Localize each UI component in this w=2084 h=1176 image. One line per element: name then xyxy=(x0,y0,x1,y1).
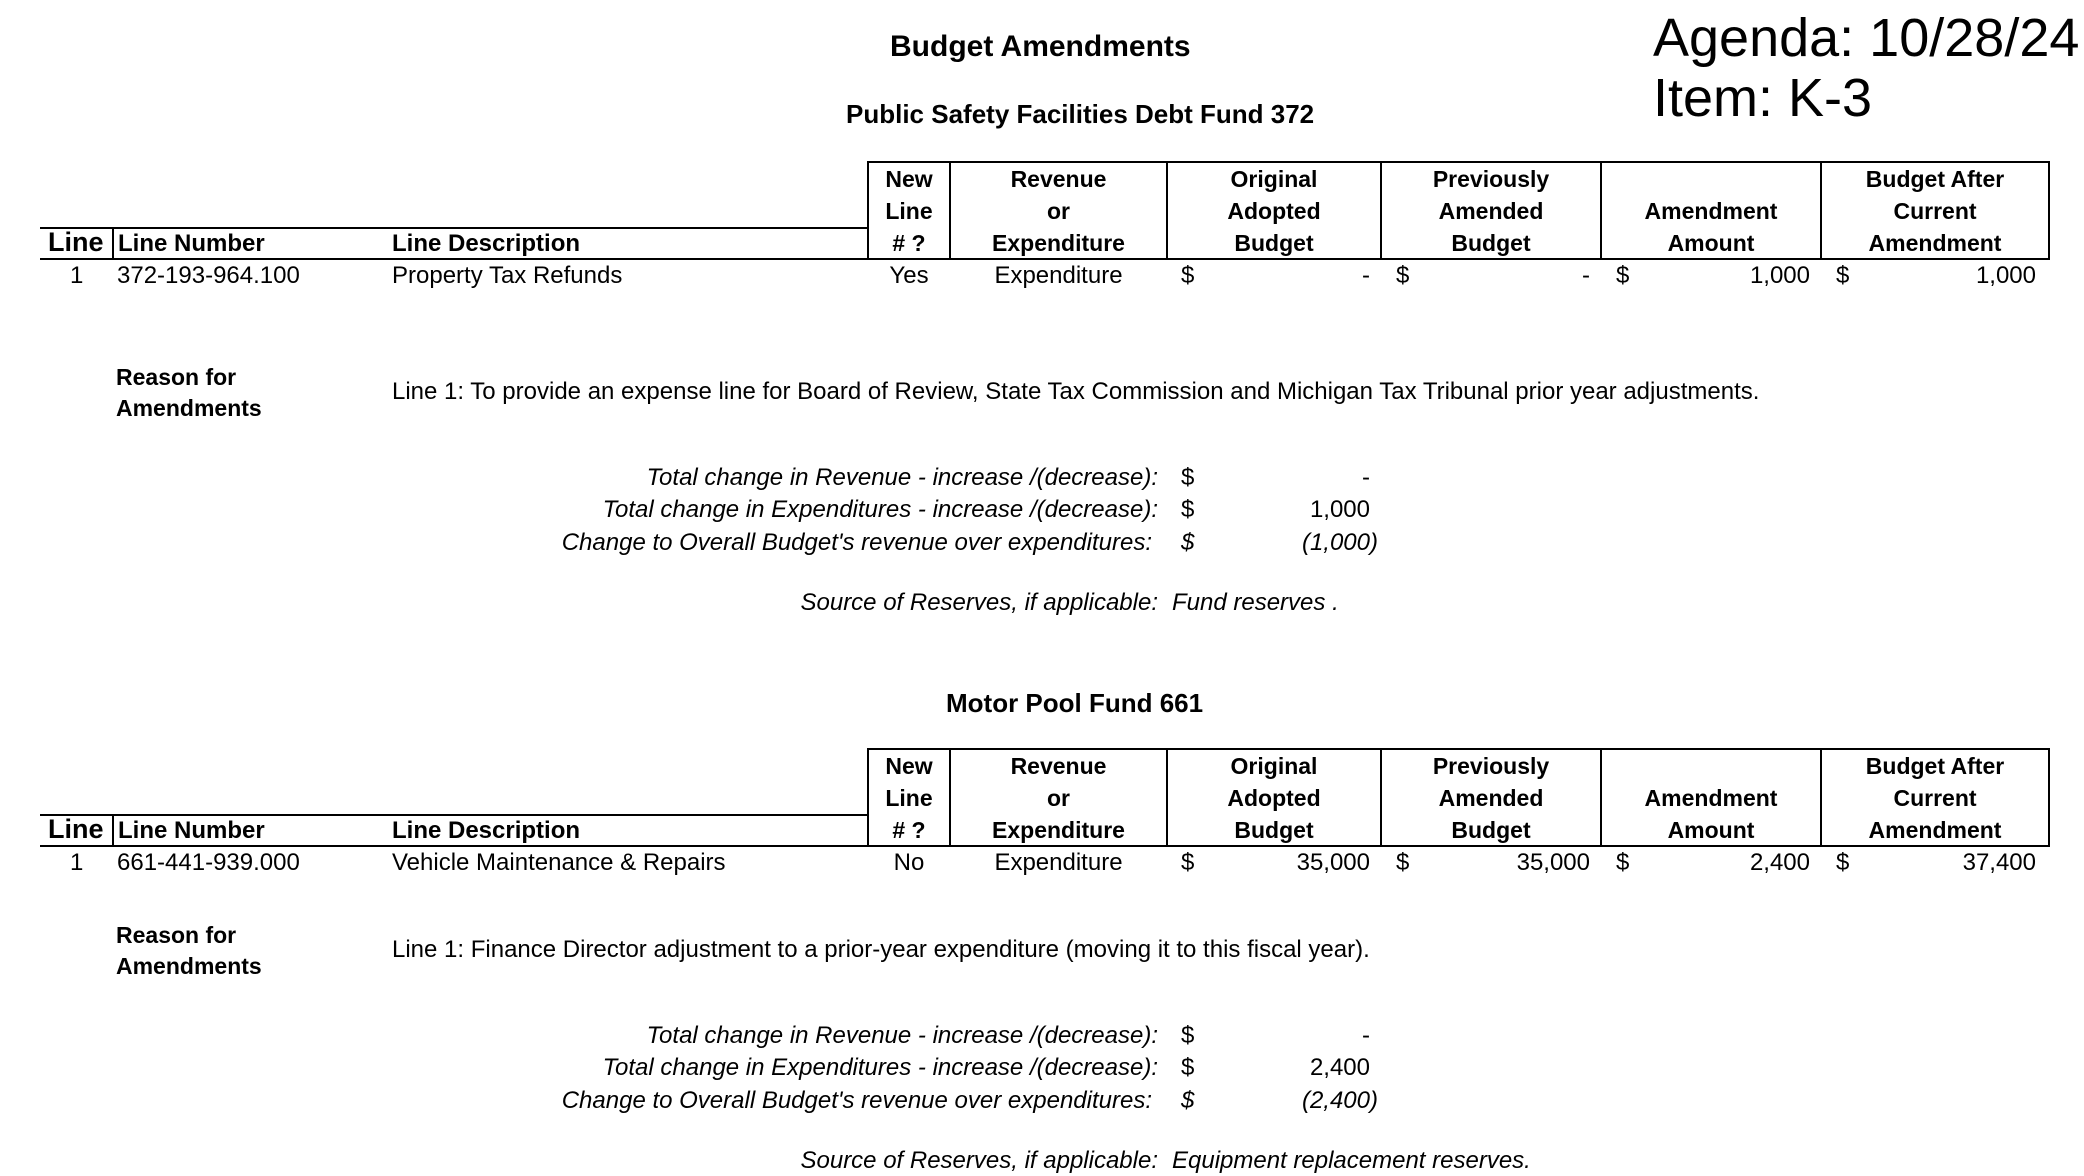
reason-text: Line 1: Finance Director adjustment to a prior-year expenditure (moving it to this fiscal year). xyxy=(392,936,1370,963)
total-revenue-label: Total change in Revenue - increase /(decrease): xyxy=(646,1022,1158,1049)
fund-title: Motor Pool Fund 661 xyxy=(946,688,1204,718)
col-header-amendment-amount: Amendment Amount xyxy=(1644,198,1778,256)
col-header-line-description: Line Description xyxy=(392,817,581,844)
currency-sign: $ xyxy=(1181,262,1195,289)
col-header-previously-amended: Previously Amended Budget xyxy=(1432,166,1550,256)
currency-sign: $ xyxy=(1836,849,1850,876)
currency-sign: $ xyxy=(1396,262,1410,289)
row-description: Property Tax Refunds xyxy=(392,262,623,289)
currency-sign: $ xyxy=(1181,1087,1195,1114)
col-header-line: Line xyxy=(48,227,104,257)
currency-sign: $ xyxy=(1181,496,1195,523)
row-type: Expenditure xyxy=(994,849,1123,876)
total-expenditures-label: Total change in Expenditures - increase /(decrease): xyxy=(602,496,1158,523)
row-original-budget: 35,000 xyxy=(1296,849,1370,876)
row-previous-budget: - xyxy=(1582,262,1590,289)
overall-change-label: Change to Overall Budget's revenue over expenditures: xyxy=(561,1087,1152,1114)
row-description: Vehicle Maintenance & Repairs xyxy=(392,849,726,876)
row-original-budget: - xyxy=(1362,262,1370,289)
row-new-line: Yes xyxy=(889,262,929,289)
col-header-line-number: Line Number xyxy=(118,230,265,257)
col-header-original-budget: Original Adopted Budget xyxy=(1227,753,1321,843)
row-budget-after: 37,400 xyxy=(1962,849,2036,876)
currency-sign: $ xyxy=(1616,849,1630,876)
row-amendment-amount: 2,400 xyxy=(1749,849,1810,876)
agenda-stamp xyxy=(1653,8,2080,128)
page-title: Budget Amendments xyxy=(890,30,1191,63)
overall-change-value: (1,000) xyxy=(1301,529,1378,556)
row-amendment-amount: 1,000 xyxy=(1749,262,1810,289)
currency-sign: $ xyxy=(1181,1022,1195,1049)
currency-sign: $ xyxy=(1181,1054,1195,1081)
row-budget-after: 1,000 xyxy=(1975,262,2036,289)
total-expenditures-value: 2,400 xyxy=(1309,1054,1370,1081)
row-previous-budget: 35,000 xyxy=(1516,849,1590,876)
col-header-line-number: Line Number xyxy=(118,817,265,844)
source-of-reserves-value: Fund reserves . xyxy=(1172,589,1339,616)
total-revenue-value: - xyxy=(1362,1022,1370,1049)
source-of-reserves-label: Source of Reserves, if applicable: xyxy=(800,589,1158,616)
total-revenue-label: Total change in Revenue - increase /(decrease): xyxy=(646,464,1158,491)
currency-sign: $ xyxy=(1181,849,1195,876)
source-of-reserves-label: Source of Reserves, if applicable: xyxy=(800,1147,1158,1174)
reason-label: Reason for Amendments xyxy=(116,922,262,979)
reason-text: Line 1: To provide an expense line for Board of Review, State Tax Commission and Michigan Tax Tribunal prior year adjustments. xyxy=(392,378,1760,405)
currency-sign: $ xyxy=(1836,262,1850,289)
col-header-revenue-or-expenditure: Revenue or Expenditure xyxy=(992,753,1125,843)
row-line: 1 xyxy=(70,262,84,289)
row-type: Expenditure xyxy=(994,262,1123,289)
source-of-reserves-value: Equipment replacement reserves. xyxy=(1172,1147,1531,1174)
row-line-number: 372-193-964.100 xyxy=(117,262,300,289)
col-header-new-line: New Line # ? xyxy=(885,753,933,843)
col-header-original-budget: Original Adopted Budget xyxy=(1227,166,1321,256)
currency-sign: $ xyxy=(1396,849,1410,876)
col-header-previously-amended: Previously Amended Budget xyxy=(1432,753,1550,843)
reason-label: Reason for Amendments xyxy=(116,364,262,421)
col-header-line: Line xyxy=(48,814,104,844)
col-header-line-description: Line Description xyxy=(392,230,581,257)
col-header-amendment-amount: Amendment Amount xyxy=(1644,785,1778,843)
agenda-item: Item: K-3 xyxy=(1653,68,1873,128)
agenda-date: Agenda: 10/28/24 xyxy=(1653,8,2080,68)
overall-change-label: Change to Overall Budget's revenue over expenditures: xyxy=(561,529,1152,556)
currency-sign: $ xyxy=(1181,529,1195,556)
col-header-new-line: New Line # ? xyxy=(885,166,933,256)
total-expenditures-label: Total change in Expenditures - increase /(decrease): xyxy=(602,1054,1158,1081)
overall-change-value: (2,400) xyxy=(1301,1087,1378,1114)
row-line-number: 661-441-939.000 xyxy=(117,849,300,876)
col-header-revenue-or-expenditure: Revenue or Expenditure xyxy=(992,166,1125,256)
col-header-budget-after: Budget After Current Amendment xyxy=(1865,166,2005,256)
total-expenditures-value: 1,000 xyxy=(1309,496,1370,523)
row-line: 1 xyxy=(70,849,84,876)
currency-sign: $ xyxy=(1616,262,1630,289)
row-new-line: No xyxy=(893,849,925,876)
total-revenue-value: - xyxy=(1362,464,1370,491)
col-header-budget-after: Budget After Current Amendment xyxy=(1865,753,2005,843)
fund-title: Public Safety Facilities Debt Fund 372 xyxy=(846,99,1315,129)
currency-sign: $ xyxy=(1181,464,1195,491)
